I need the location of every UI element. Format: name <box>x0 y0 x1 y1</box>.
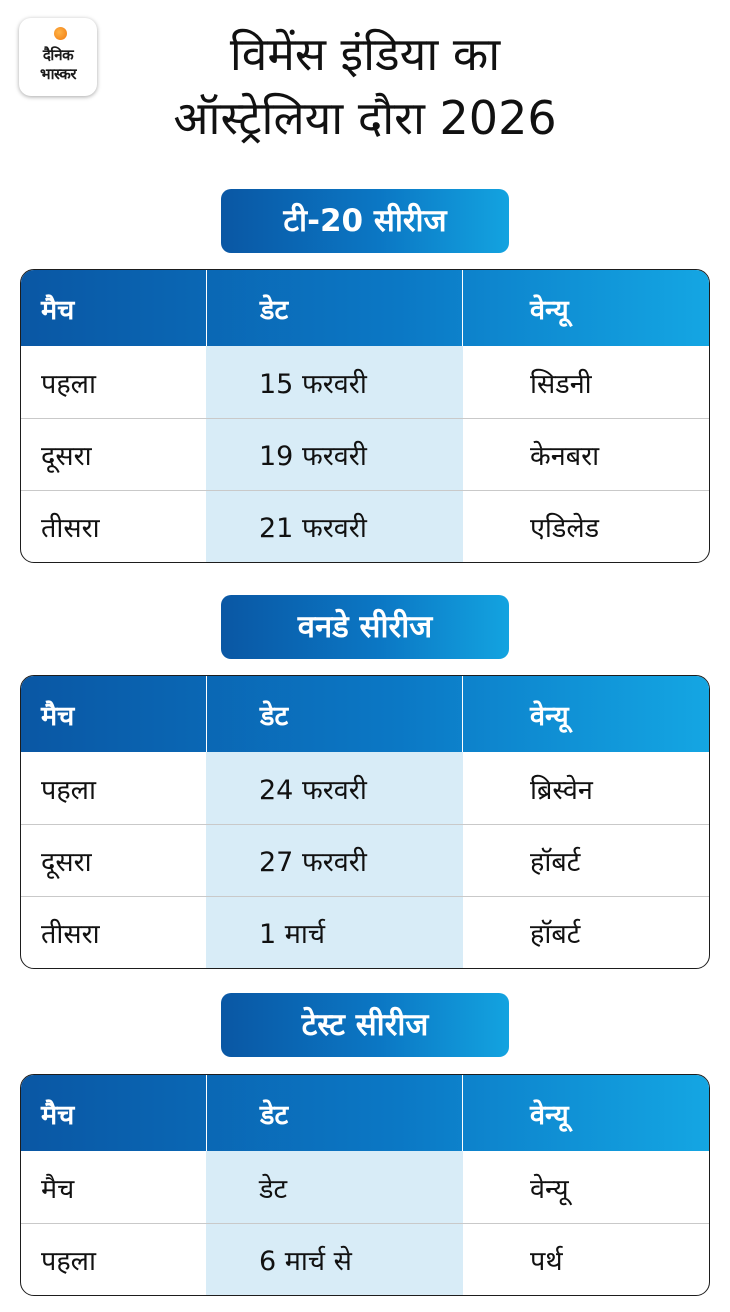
table-row <box>21 418 709 490</box>
match-cell: पहला <box>41 1246 96 1277</box>
page-title <box>110 22 620 150</box>
table-row <box>21 752 709 824</box>
logo-text-line2: भास्कर <box>40 65 76 83</box>
venue-cell: हॉबर्ट <box>530 847 581 878</box>
date-cell: डेट <box>206 1151 463 1223</box>
odi-series-heading: वनडे सीरीज <box>221 595 509 659</box>
match-cell: पहला <box>41 774 96 806</box>
venue-cell: केनबरा <box>530 441 600 472</box>
test-schedule-table <box>20 1074 710 1296</box>
date-cell: 24 फरवरी <box>206 752 463 824</box>
t20-series-heading: टी-20 सीरीज <box>221 189 509 253</box>
page-title-line2: ऑस्ट्रेलिया दौरा 2026 <box>173 91 557 145</box>
date-cell: 19 फरवरी <box>206 419 463 490</box>
header-match: मैच <box>41 1099 75 1131</box>
match-cell: तीसरा <box>41 513 100 544</box>
page-title-line1: विमेंस इंडिया का <box>229 27 501 81</box>
match-cell: पहला <box>41 368 96 400</box>
match-cell: दूसरा <box>41 847 92 878</box>
table-row <box>21 346 709 418</box>
header-venue: वेन्यू <box>530 1099 569 1131</box>
venue-cell: एडिलेड <box>530 513 600 544</box>
header-venue: वेन्यू <box>530 700 569 732</box>
date-cell: 1 मार्च <box>206 897 463 968</box>
table-row <box>21 824 709 896</box>
test-series-heading: टेस्ट सीरीज <box>221 993 509 1057</box>
venue-cell: हॉबर्ट <box>530 919 581 950</box>
table-header-row <box>21 1075 709 1151</box>
table-row <box>21 896 709 968</box>
table-row <box>21 1223 709 1295</box>
venue-cell: सिडनी <box>530 368 592 400</box>
logo-text-line1: दैनिक <box>42 46 74 64</box>
table-header-row <box>21 676 709 752</box>
table-row <box>21 1151 709 1223</box>
venue-cell: ब्रिस्वेन <box>530 774 593 806</box>
date-cell: 21 फरवरी <box>206 491 463 562</box>
table-row <box>21 490 709 562</box>
date-cell: 27 फरवरी <box>206 825 463 896</box>
header-match: मैच <box>41 700 75 732</box>
match-cell: दूसरा <box>41 441 92 472</box>
header-date: डेट <box>206 1075 463 1151</box>
dainik-bhaskar-logo <box>19 18 97 96</box>
date-cell: 15 फरवरी <box>206 346 463 418</box>
match-cell: तीसरा <box>41 919 100 950</box>
header-venue: वेन्यू <box>530 294 569 326</box>
header-date: डेट <box>206 270 463 346</box>
t20-schedule-table <box>20 269 710 563</box>
logo-sun-icon <box>54 27 67 40</box>
venue-cell: पर्थ <box>530 1246 563 1277</box>
venue-cell: वेन्यू <box>530 1173 569 1205</box>
header-match: मैच <box>41 294 75 326</box>
table-header-row <box>21 270 709 346</box>
odi-schedule-table <box>20 675 710 969</box>
date-cell: 6 मार्च से <box>206 1224 463 1295</box>
header-date: डेट <box>206 676 463 752</box>
match-cell: मैच <box>41 1173 75 1205</box>
